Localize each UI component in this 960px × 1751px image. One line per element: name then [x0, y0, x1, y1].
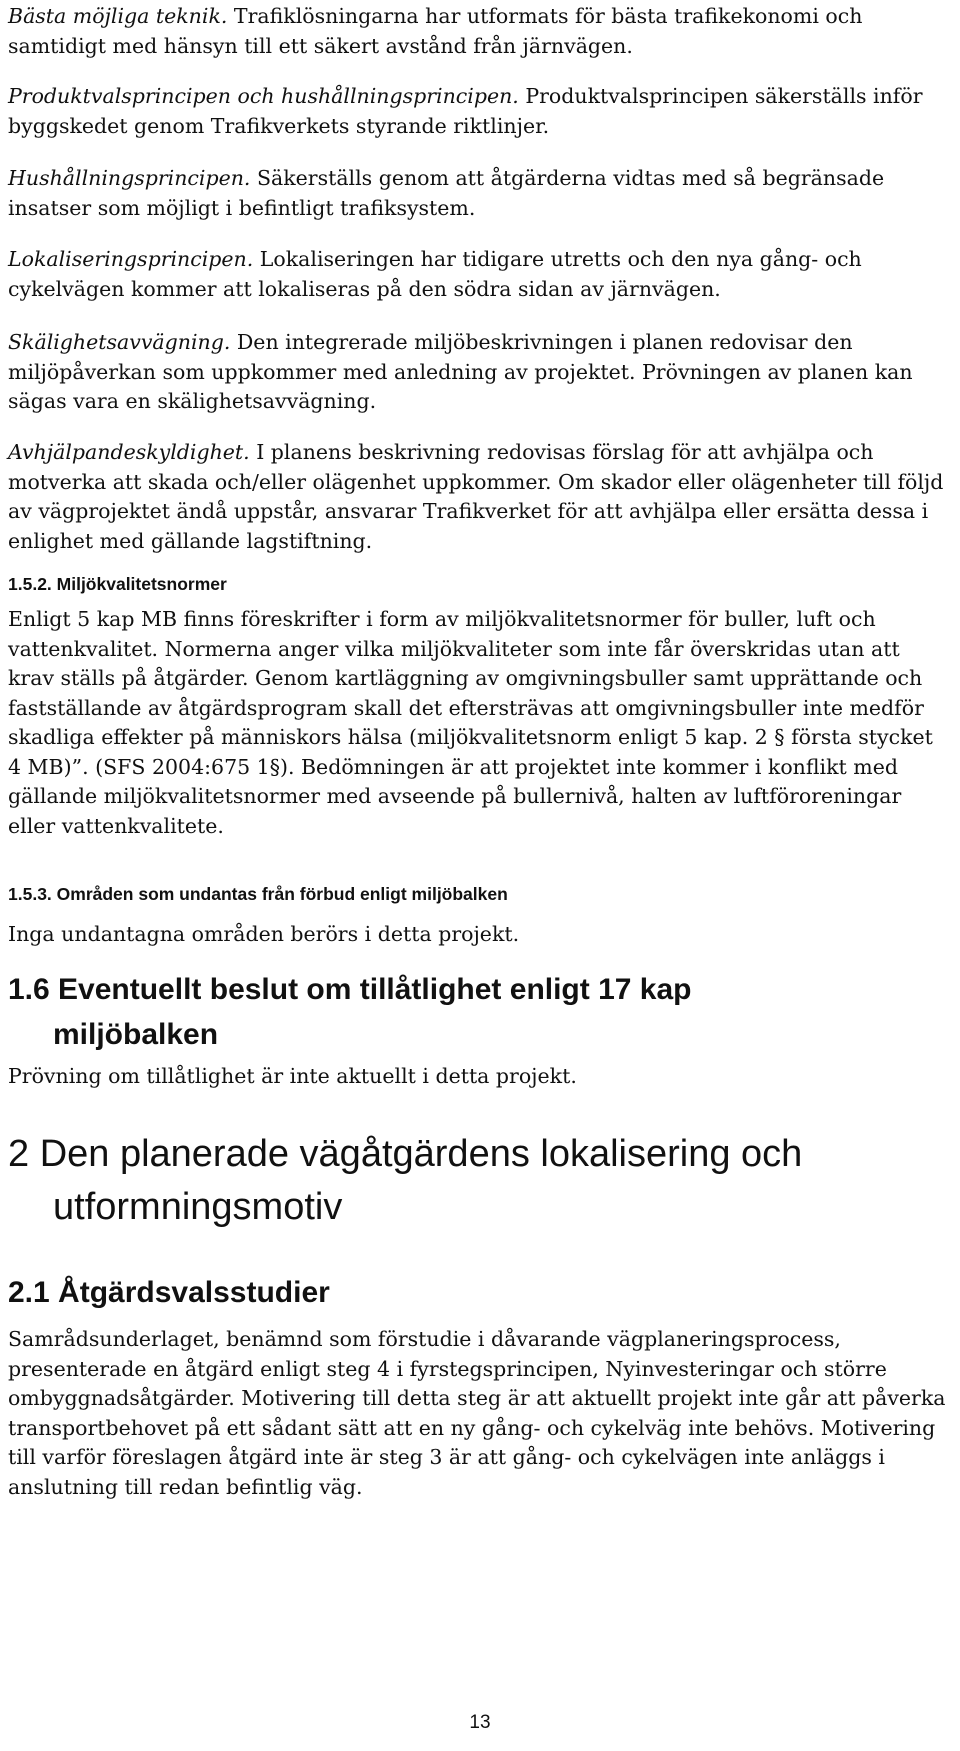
paragraph-provning: Prövning om tillåtlighet är inte aktuellt i detta projekt.: [8, 1064, 577, 1088]
paragraph-undantagna-omraden: Inga undantagna områden berörs i detta projekt.: [8, 922, 520, 946]
paragraph-text: Produktvalsprincipen säkerställs inför byggskedet genom Trafikverkets styrande riktlinjer.: [8, 84, 923, 138]
paragraph-text: Den integrerade miljöbeskrivningen i planen redovisar den miljöpåverkan som uppkommer med anledning av projektet. Prövningen av planen kan sägas vara en skälighetsavvägning.: [8, 330, 913, 413]
paragraph-lead: Bästa möjliga teknik.: [8, 4, 228, 28]
heading-2: [8, 1128, 948, 1234]
paragraph-text: I planens beskrivning redovisas förslag för att avhjälpa och motverka att skada och/eller olägenhet uppkommer. Om skador eller olägenheter till följd av vägprojektet ändå uppstår, ansvarar Trafikverket för att avhjälpa eller ersätta dessa i enlighet med gällande lagstiftning.: [8, 440, 944, 553]
heading-1-5-3: 1.5.3. Områden som undantas från förbud enligt miljöbalken: [8, 884, 508, 904]
page-number: 13: [469, 1712, 491, 1733]
paragraph-lead: Avhjälpandeskyldighet.: [8, 440, 250, 464]
paragraph-lokaliseringsprincipen: [8, 245, 948, 304]
heading-1-5-2: 1.5.2. Miljökvalitetsnormer: [8, 574, 227, 594]
paragraph-text: Trafiklösningarna har utformats för bästa trafikekonomi och samtidigt med hänsyn till ett säkert avstånd från järnvägen.: [8, 4, 863, 58]
heading-line: miljöbalken: [53, 1018, 219, 1051]
paragraph-lead: Hushållningsprincipen.: [8, 166, 251, 190]
heading-2-1: 2.1 Åtgärdsvalsstudier: [8, 1276, 330, 1309]
heading-line: 1.6 Eventuellt beslut om tillåtlighet enligt 17 kap: [8, 973, 692, 1006]
paragraph-lead: Lokaliseringsprincipen.: [8, 247, 254, 271]
paragraph-miljokvalitetsnormer: Enligt 5 kap MB finns föreskrifter i form av miljökvalitetsnormer för buller, luft och vattenkvalitet. Normerna anger vilka miljökvaliteter som inte får överskridas utan att krav ställs på åtgärder. Genom kartläggning av omgivningsbuller samt upprättande och fastställande av åtgärdsprogram skall det eftersträvas att omgivningsbuller inte medför skadliga effekter på människors hälsa (miljökvalitetsnorm enligt 5 kap. 2 § första stycket 4 MB)”. (SFS 2004:675 1§). Bedömningen är att projektet inte kommer i konflikt med gällande miljökvalitetsnormer med avseende på bullernivå, halten av luftföroreningar eller vattenkvalitete.: [8, 607, 933, 838]
paragraph-avhjalpandeskyldighet: [8, 438, 948, 556]
paragraph-produktvalsprincipen: [8, 82, 948, 141]
paragraph-text: Lokaliseringen har tidigare utretts och den nya gång- och cykelvägen kommer att lokaliseras på den södra sidan av järnvägen.: [8, 247, 862, 301]
heading-line: utformningsmotiv: [53, 1186, 343, 1228]
paragraph-text: Säkerställs genom att åtgärderna vidtas med så begränsade insatser som möjligt i befintligt trafiksystem.: [8, 166, 885, 220]
paragraph-lead: Produktvalsprincipen och hushållningsprincipen.: [8, 84, 519, 108]
heading-1-6: [8, 967, 948, 1057]
paragraph-lead: Skälighetsavvägning.: [8, 330, 231, 354]
paragraph-skalighetsavvagning: [8, 328, 948, 417]
paragraph-basta-mojliga-teknik: [8, 2, 948, 61]
heading-line: 2 Den planerade vägåtgärdens lokalisering och: [8, 1133, 803, 1175]
paragraph-atgardsvalsstudier: Samrådsunderlaget, benämnd som förstudie i dåvarande vägplaneringsprocess, presenterade en åtgärd enligt steg 4 i fyrstegsprincipen, Nyinvesteringar och större ombyggnadsåtgärder. Motivering till detta steg är att aktuellt projekt inte går att påverka transportbehovet på ett sådant sätt att en ny gång- och cykelväg inte behövs. Motivering till varför föreslagen åtgärd inte är steg 3 är att gång- och cykelvägen inte anläggs i anslutning till redan befintlig väg.: [8, 1327, 946, 1499]
paragraph-hushallningsprincipen: [8, 164, 948, 223]
